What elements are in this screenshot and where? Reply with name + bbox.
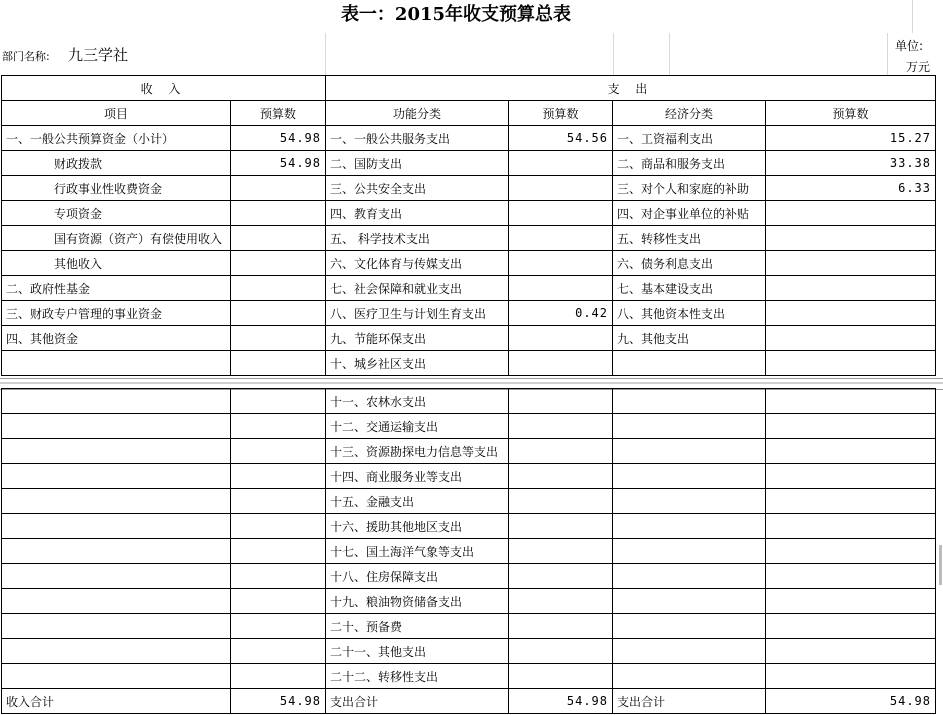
header-budget-income: 预算数 (231, 101, 326, 126)
functional-value (509, 489, 613, 514)
economic-value: 15.27 (766, 126, 936, 151)
economic-item (613, 351, 766, 376)
functional-item: 二十二、转移性支出 (326, 664, 509, 689)
income-value: 54.98 (231, 151, 326, 176)
economic-value: 6.33 (766, 176, 936, 201)
header-budget-economic: 预算数 (766, 101, 936, 126)
table-row (2, 514, 936, 539)
income-item (2, 464, 231, 489)
table-row (2, 664, 936, 689)
functional-item: 二十一、其他支出 (326, 639, 509, 664)
functional-value: 54.56 (509, 126, 613, 151)
income-item: 二、政府性基金 (2, 276, 231, 301)
table-row (2, 614, 936, 639)
economic-value (766, 251, 936, 276)
functional-item: 一、一般公共服务支出 (326, 126, 509, 151)
functional-value (509, 276, 613, 301)
income-item: 财政拨款 (2, 151, 231, 176)
income-item: 四、其他资金 (2, 326, 231, 351)
economic-value: 33.38 (766, 151, 936, 176)
table-row (2, 439, 936, 464)
economic-item: 六、债务利息支出 (613, 251, 766, 276)
income-item (2, 389, 231, 414)
functional-value (509, 539, 613, 564)
functional-item: 十七、国土海洋气象等支出 (326, 539, 509, 564)
income-value (231, 276, 326, 301)
economic-value (766, 539, 936, 564)
functional-value (509, 514, 613, 539)
functional-value (509, 251, 613, 276)
economic-item (613, 614, 766, 639)
totals-row (2, 689, 936, 714)
expense-total-label-functional: 支出合计 (326, 689, 509, 714)
section-header-row (2, 76, 936, 101)
functional-item: 三、公共安全支出 (326, 176, 509, 201)
economic-item (613, 439, 766, 464)
income-item (2, 664, 231, 689)
budget-table-top (1, 75, 936, 376)
functional-item: 六、文化体育与传媒支出 (326, 251, 509, 276)
economic-item: 四、对企事业单位的补贴 (613, 201, 766, 226)
income-value (231, 439, 326, 464)
functional-item: 十二、交通运输支出 (326, 414, 509, 439)
economic-value (766, 639, 936, 664)
income-item: 专项资金 (2, 201, 231, 226)
income-value (231, 589, 326, 614)
table-row (2, 639, 936, 664)
economic-value (766, 664, 936, 689)
economic-item: 五、转移性支出 (613, 226, 766, 251)
functional-value (509, 226, 613, 251)
expense-total-value-economic: 54.98 (766, 689, 936, 714)
table-row (2, 251, 936, 276)
income-item (2, 414, 231, 439)
dept-label: 部门名称: (2, 50, 50, 63)
expense-total-label-economic: 支出合计 (613, 689, 766, 714)
income-value (231, 464, 326, 489)
gridline (669, 33, 670, 75)
income-total-label: 收入合计 (2, 689, 231, 714)
economic-value (766, 589, 936, 614)
economic-value (766, 351, 936, 376)
income-value (231, 201, 326, 226)
economic-item: 八、其他资本性支出 (613, 301, 766, 326)
budget-table-bottom (1, 388, 936, 714)
economic-item (613, 589, 766, 614)
economic-value (766, 276, 936, 301)
income-value (231, 389, 326, 414)
header-item: 项目 (2, 101, 231, 126)
table-title: 表一：2015年收支预算总表 (340, 4, 572, 25)
income-total-value: 54.98 (231, 689, 326, 714)
economic-item: 二、商品和服务支出 (613, 151, 766, 176)
income-value (231, 564, 326, 589)
functional-value (509, 614, 613, 639)
functional-value (509, 351, 613, 376)
income-item (2, 539, 231, 564)
table-row (2, 326, 936, 351)
economic-value (766, 389, 936, 414)
functional-value: 0.42 (509, 301, 613, 326)
income-value (231, 226, 326, 251)
economic-item: 一、工资福利支出 (613, 126, 766, 151)
table-row (2, 564, 936, 589)
functional-value (509, 151, 613, 176)
functional-item: 十八、住房保障支出 (326, 564, 509, 589)
table-row (2, 176, 936, 201)
functional-value (509, 326, 613, 351)
functional-item: 五、 科学技术支出 (326, 226, 509, 251)
economic-item (613, 514, 766, 539)
economic-value (766, 226, 936, 251)
income-value (231, 176, 326, 201)
economic-item (613, 539, 766, 564)
functional-item: 十四、商业服务业等支出 (326, 464, 509, 489)
income-value (231, 539, 326, 564)
economic-value (766, 614, 936, 639)
functional-value (509, 414, 613, 439)
functional-value (509, 639, 613, 664)
functional-value (509, 176, 613, 201)
economic-item (613, 389, 766, 414)
economic-value (766, 414, 936, 439)
functional-item: 八、医疗卫生与计划生育支出 (326, 301, 509, 326)
unit-value: 万元 (906, 60, 931, 74)
economic-item: 七、基本建设支出 (613, 276, 766, 301)
economic-item: 九、其他支出 (613, 326, 766, 351)
expense-total-value-functional: 54.98 (509, 689, 613, 714)
pane-split-line (0, 382, 943, 384)
table-row (2, 351, 936, 376)
functional-value (509, 589, 613, 614)
income-value (231, 251, 326, 276)
table-row (2, 276, 936, 301)
unit-label: 单位: (895, 39, 924, 53)
economic-value (766, 464, 936, 489)
table-row (2, 414, 936, 439)
income-item: 其他收入 (2, 251, 231, 276)
income-value (231, 326, 326, 351)
economic-value (766, 326, 936, 351)
table-row (2, 301, 936, 326)
income-item: 一、一般公共预算资金（小计） (2, 126, 231, 151)
table-row (2, 539, 936, 564)
functional-item: 九、节能环保支出 (326, 326, 509, 351)
income-value (231, 489, 326, 514)
income-value (231, 664, 326, 689)
economic-item (613, 489, 766, 514)
dept-name: 九三学社 (68, 46, 129, 64)
functional-value (509, 201, 613, 226)
header-functional: 功能分类 (326, 101, 509, 126)
income-value (231, 614, 326, 639)
functional-value (509, 439, 613, 464)
income-item (2, 489, 231, 514)
header-budget-functional: 预算数 (509, 101, 613, 126)
table-row (2, 201, 936, 226)
functional-value (509, 464, 613, 489)
income-value (231, 514, 326, 539)
income-item: 行政事业性收费资金 (2, 176, 231, 201)
gridline (887, 33, 888, 75)
expense-section-header: 支 出 (326, 76, 936, 101)
income-item (2, 639, 231, 664)
functional-value (509, 564, 613, 589)
economic-value (766, 514, 936, 539)
table-row (2, 489, 936, 514)
economic-item (613, 639, 766, 664)
income-item (2, 614, 231, 639)
income-item (2, 514, 231, 539)
income-value (231, 351, 326, 376)
table-row (2, 151, 936, 176)
functional-item: 十一、农林水支出 (326, 389, 509, 414)
income-value: 54.98 (231, 126, 326, 151)
income-item (2, 564, 231, 589)
economic-item (613, 414, 766, 439)
gridline (325, 33, 326, 75)
functional-item: 十六、援助其他地区支出 (326, 514, 509, 539)
income-item (2, 439, 231, 464)
income-section-header: 收 入 (2, 76, 326, 101)
income-item: 国有资源（资产）有偿使用收入 (2, 226, 231, 251)
income-value (231, 639, 326, 664)
economic-value (766, 201, 936, 226)
table-row (2, 389, 936, 414)
economic-value (766, 439, 936, 464)
functional-item: 二、国防支出 (326, 151, 509, 176)
economic-value (766, 301, 936, 326)
income-value (231, 301, 326, 326)
table-row (2, 464, 936, 489)
functional-item: 十三、资源勘探电力信息等支出 (326, 439, 509, 464)
economic-item: 三、对个人和家庭的补助 (613, 176, 766, 201)
scrollbar-thumb[interactable] (939, 545, 942, 585)
income-item (2, 351, 231, 376)
economic-value (766, 564, 936, 589)
table-row (2, 226, 936, 251)
income-item (2, 589, 231, 614)
functional-value (509, 664, 613, 689)
table-row (2, 126, 936, 151)
functional-item: 二十、预备费 (326, 614, 509, 639)
economic-value (766, 489, 936, 514)
functional-item: 十、城乡社区支出 (326, 351, 509, 376)
functional-item: 四、教育支出 (326, 201, 509, 226)
income-value (231, 414, 326, 439)
column-header-row (2, 101, 936, 126)
economic-item (613, 464, 766, 489)
functional-value (509, 389, 613, 414)
economic-item (613, 564, 766, 589)
economic-item (613, 664, 766, 689)
functional-item: 七、社会保障和就业支出 (326, 276, 509, 301)
department-row (0, 33, 943, 75)
functional-item: 十五、金融支出 (326, 489, 509, 514)
functional-item: 十九、粮油物资储备支出 (326, 589, 509, 614)
table-row (2, 589, 936, 614)
gridline (613, 33, 614, 75)
header-economic: 经济分类 (613, 101, 766, 126)
income-item: 三、财政专户管理的事业资金 (2, 301, 231, 326)
gridline (912, 0, 913, 33)
